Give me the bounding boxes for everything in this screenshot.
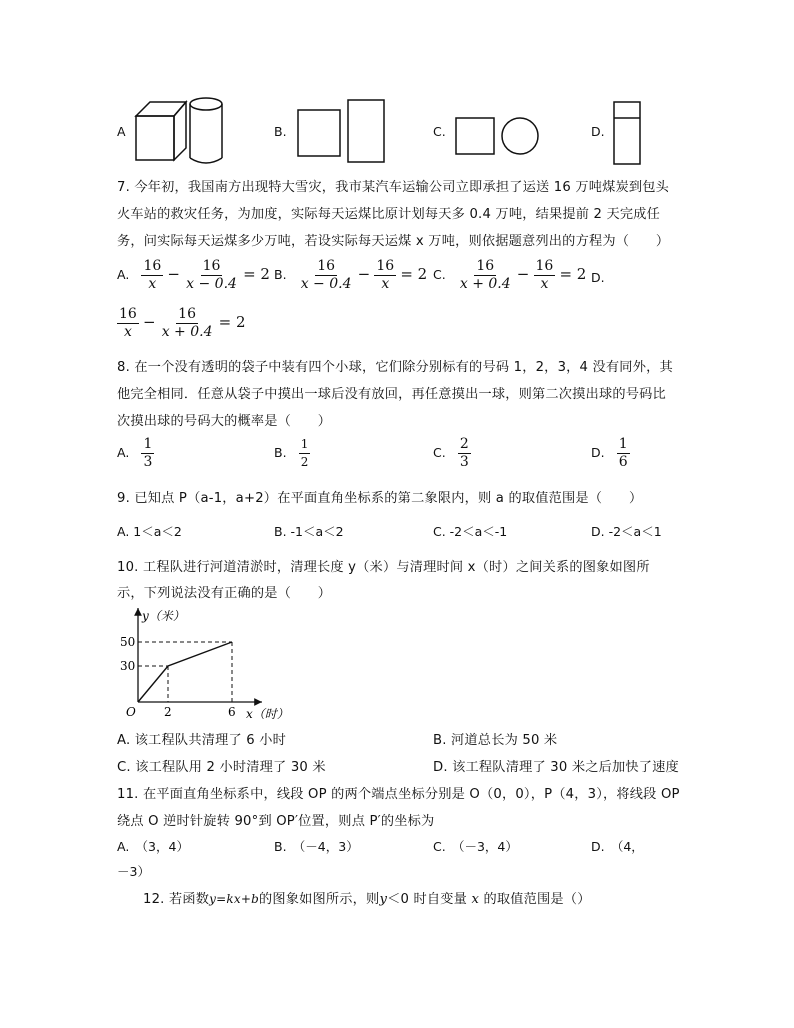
q9-option-c[interactable]: C. -2＜a＜-1: [433, 524, 508, 539]
q10-stem-line2: 示，下列说法没有正确的是（ ）: [117, 586, 332, 601]
q10-option-c[interactable]: C. 该工程队用 2 小时清理了 30 米: [117, 760, 326, 775]
origin-label: O: [126, 705, 136, 719]
q11-stem-line2: 绕点 O 逆时针旋转 90°到 OP′位置，则点 P′的坐标为: [117, 814, 435, 829]
q7-option-d-label[interactable]: D.: [591, 270, 605, 285]
q7-option-c[interactable]: C. $\frac{16}{x + 0.4}$ − $\frac{16}{x}$ = 2: [433, 258, 587, 292]
y-tick-50: 50: [120, 635, 136, 649]
q9-stem: 9. 已知点 P（a-1，a+2）在平面直角坐标系的第二象限内，则 a 的取值范围是（ ）: [117, 491, 643, 506]
q6-option-d-label: D.: [591, 124, 605, 139]
q8-option-c[interactable]: C. $\frac{2}{3}$: [433, 436, 469, 470]
q7-option-d[interactable]: $\frac{16}{x}$ − $\frac{16}{x + 0.4}$ = 2: [119, 306, 246, 340]
q12-stem: 12. 若函数y=kx+b的图象如图所示，则y＜0 时自变量 x 的取值范围是（）: [143, 892, 591, 907]
q11-option-a[interactable]: A. （3，4）: [117, 839, 189, 854]
q6-option-a-figure: [128, 94, 228, 166]
function-line: [138, 642, 232, 702]
q6-option-d-figure: [608, 98, 648, 168]
q11-option-b[interactable]: B. （－4，3）: [274, 839, 359, 854]
q6-option-a-label: A: [117, 124, 126, 139]
q8-option-a[interactable]: A. $\frac{1}{3}$: [117, 436, 153, 470]
q10-stem-line1: 10. 工程队进行河道清淤时，清理长度 y（米）与清理时间 x（时）之间关系的图象如图所: [117, 560, 650, 575]
q10-option-d[interactable]: D. 该工程队清理了 30 米之后加快了速度: [433, 760, 679, 775]
q7-option-a-label: A.: [117, 267, 130, 282]
q10-option-a[interactable]: A. 该工程队共清理了 6 小时: [117, 733, 287, 748]
q11-option-d[interactable]: D. （4，: [591, 839, 644, 854]
q9-option-d[interactable]: D. -2＜a＜1: [591, 524, 662, 539]
x-tick-2: 2: [164, 705, 172, 719]
q7-option-b-label: B.: [274, 267, 287, 282]
q7-stem-line3: 务，问实际每天运煤多少万吨，若设实际每天运煤 x 万吨，则依据题意列出的方程为（ ）: [117, 234, 670, 249]
q10-option-b[interactable]: B. 河道总长为 50 米: [433, 733, 558, 748]
x-tick-6: 6: [228, 705, 236, 719]
q8-stem-line1: 8. 在一个没有透明的袋子中装有四个小球，它们除分别标有的号码 1，2，3，4 没有同外，其: [117, 360, 673, 375]
x-axis-label: x（时）: [246, 707, 289, 721]
q8-stem-line3: 次摸出球的号码大的概率是（ ）: [117, 414, 332, 429]
q6-option-c-figure: [452, 112, 544, 158]
q11-option-c[interactable]: C. （－3，4）: [433, 839, 518, 854]
y-tick-30: 30: [120, 659, 136, 673]
q11-option-d-cont: －3）: [117, 864, 150, 879]
q6-option-b-figure: [294, 96, 394, 166]
q11-stem-line1: 11. 在平面直角坐标系中，线段 OP 的两个端点坐标分别是 O（0，0），P（4，3），将线段 OP: [117, 787, 680, 802]
q7-option-a[interactable]: A. $\frac{16}{x}$ − $\frac{16}{x - 0.4}$ = 2: [117, 258, 270, 292]
q6-option-c-label: C.: [433, 124, 446, 139]
q10-graph: [112, 602, 292, 722]
q8-option-b[interactable]: B. $\frac{1}{2}$: [274, 437, 309, 469]
q9-option-a[interactable]: A. 1＜a＜2: [117, 524, 182, 539]
y-axis-label: y（米）: [142, 609, 185, 623]
q8-option-d[interactable]: D. $\frac{1}{6}$: [591, 436, 628, 470]
q7-option-c-label: C.: [433, 267, 446, 282]
q8-stem-line2: 他完全相同．任意从袋子中摸出一球后没有放回，再任意摸出一球，则第二次摸出球的号码比: [117, 387, 666, 402]
q7-stem-line1: 7. 今年初，我国南方出现特大雪灾，我市某汽车运输公司立即承担了运送 16 万吨煤炭到包头: [117, 180, 670, 195]
q7-stem-line2: 火车站的救灾任务，为加度，实际每天运煤比原计划每天多 0.4 万吨，结果提前 2 天完成任: [117, 207, 661, 222]
q6-option-b-label: B.: [274, 124, 287, 139]
q9-option-b[interactable]: B. -1＜a＜2: [274, 524, 344, 539]
q7-option-b[interactable]: B. $\frac{16}{x - 0.4}$ − $\frac{16}{x}$ = 2: [274, 258, 428, 292]
